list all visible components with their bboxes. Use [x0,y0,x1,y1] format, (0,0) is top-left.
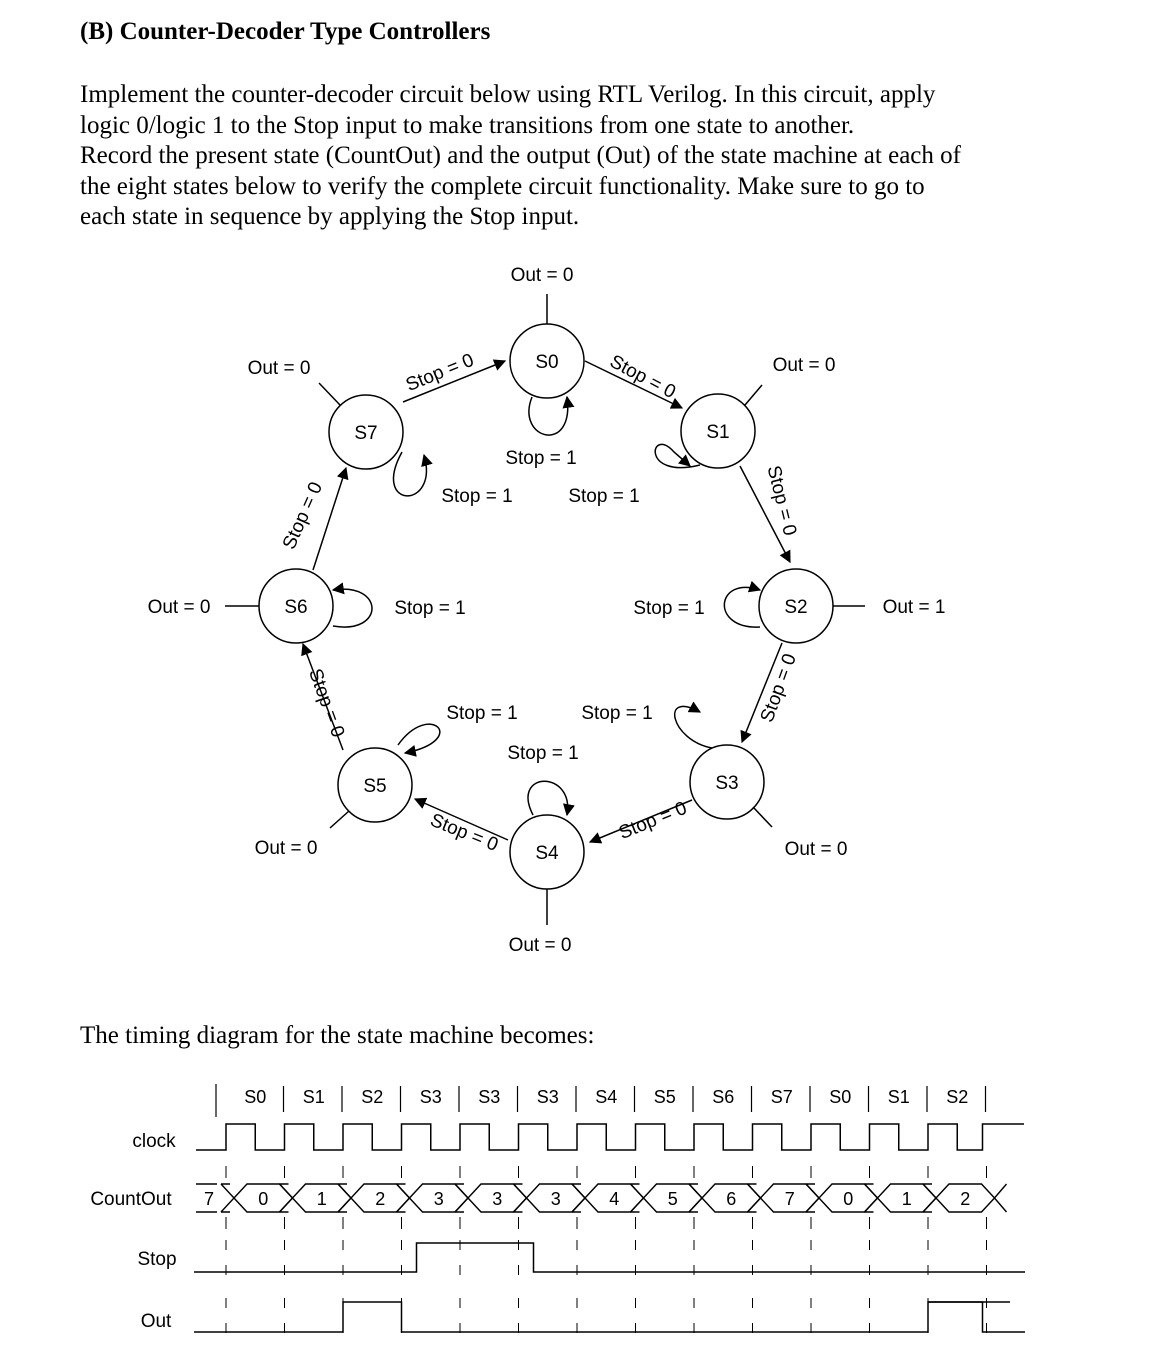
self-loop-label: Stop = 1 [441,486,513,507]
state-name-label: S5 [363,776,387,797]
output-label: Out = 1 [882,597,946,618]
output-label: Out = 0 [508,935,572,956]
transition-label: Stop = 0 [615,797,690,844]
timing-state-label: S4 [595,1087,618,1107]
state-name-label: S3 [715,773,739,794]
timing-state-label: S1 [887,1087,910,1107]
timing-intro-text: The timing diagram for the state machine becomes: [80,1022,595,1049]
state-name-label: S2 [784,597,808,618]
countout-value: 0 [258,1189,269,1209]
countout-segment [397,1184,469,1212]
self-loop-label: Stop = 1 [505,448,577,469]
countout-value: 3 [433,1189,444,1209]
timing-state-label: S6 [712,1087,735,1107]
countout-value: 2 [375,1189,386,1209]
intro-line: each state in sequence by applying the Stop input. [80,203,580,230]
signal-name-out: Out [140,1311,172,1332]
state-name-label: S6 [284,597,308,618]
timing-state-label: S7 [770,1087,793,1107]
self-loop-label: Stop = 1 [507,743,579,764]
countout-value: 6 [726,1189,737,1209]
timing-state-label: S5 [653,1087,676,1107]
countout-value: 2 [960,1189,971,1209]
state-name-label: S4 [535,843,559,864]
out-waveform [194,1302,1010,1332]
countout-value: 4 [609,1189,620,1209]
intro-line: Implement the counter-decoder circuit below using RTL Verilog. In this circuit, apply [80,81,936,108]
countout-segment [806,1184,878,1212]
self-loop-label: Stop = 1 [394,598,466,619]
state-name-label: S1 [706,422,730,443]
signal-name-countout: CountOut [90,1189,172,1210]
timing-state-label: S3 [419,1087,442,1107]
countout-value: 1 [901,1189,912,1209]
output-label: Out = 0 [254,838,318,859]
self-loop-label: Stop = 1 [568,486,640,507]
transition-label: Stop = 0 [402,349,477,396]
section-heading: (B) Counter-Decoder Type Controllers [80,18,491,45]
transition-label: Stop = 0 [606,351,679,404]
timing-state-label: S3 [536,1087,559,1107]
countout-segment [748,1184,820,1212]
transition-label: Stop = 0 [762,463,801,538]
countout-value: 3 [550,1189,561,1209]
countout-segment [995,1184,1007,1212]
transition-label: Stop = 0 [278,478,328,553]
signal-name-stop: Stop [137,1249,177,1270]
self-loop-label: Stop = 1 [581,703,653,724]
timing-state-label: S0 [829,1087,852,1107]
countout-value: 7 [203,1189,215,1209]
countout-segment [865,1184,937,1212]
state-name-label: S0 [535,352,559,373]
clock-waveform [196,1124,1024,1150]
countout-value: 1 [316,1189,327,1209]
countout-value: 5 [667,1189,678,1209]
timing-state-label: S2 [946,1087,969,1107]
timing-state-label: S0 [244,1087,267,1107]
timing-state-label: S1 [302,1087,325,1107]
self-loop-label: Stop = 1 [446,703,518,724]
countout-value: 3 [492,1189,503,1209]
transition-label: Stop = 0 [304,666,349,741]
intro-line: Record the present state (CountOut) and the output (Out) of the state machine at each of [80,142,961,169]
intro-line: the eight states below to verify the complete circuit functionality. Make sure to go to [80,172,925,200]
transition-label: Stop = 0 [756,651,801,726]
intro-line: logic 0/logic 1 to the Stop input to make transitions from one state to another. [80,111,855,139]
output-label: Out = 0 [247,358,311,379]
self-loop-label: Stop = 1 [633,598,705,619]
countout-waveform [196,1184,1007,1212]
out-waveform-tail [928,1302,1025,1332]
countout-segment [221,1184,293,1212]
countout-segment [514,1184,586,1212]
stop-waveform [194,1243,1025,1272]
countout-value: 0 [843,1189,854,1209]
countout-segment [631,1184,703,1212]
output-label: Out = 0 [784,839,848,860]
signal-name-clock: clock [132,1131,176,1152]
output-label: Out = 0 [772,355,836,376]
countout-value: 7 [784,1189,795,1209]
countout-segment [572,1184,644,1212]
output-label: Out = 0 [510,265,574,286]
state-name-label: S7 [354,423,378,444]
countout-segment [923,1184,995,1212]
timing-state-label: S3 [478,1087,501,1107]
countout-segment [280,1184,352,1212]
timing-state-label: S2 [361,1087,384,1107]
countout-segment [455,1184,527,1212]
countout-segment [689,1184,761,1212]
countout-segment [338,1184,410,1212]
output-label: Out = 0 [147,597,211,618]
transition-label: Stop = 0 [427,809,502,856]
